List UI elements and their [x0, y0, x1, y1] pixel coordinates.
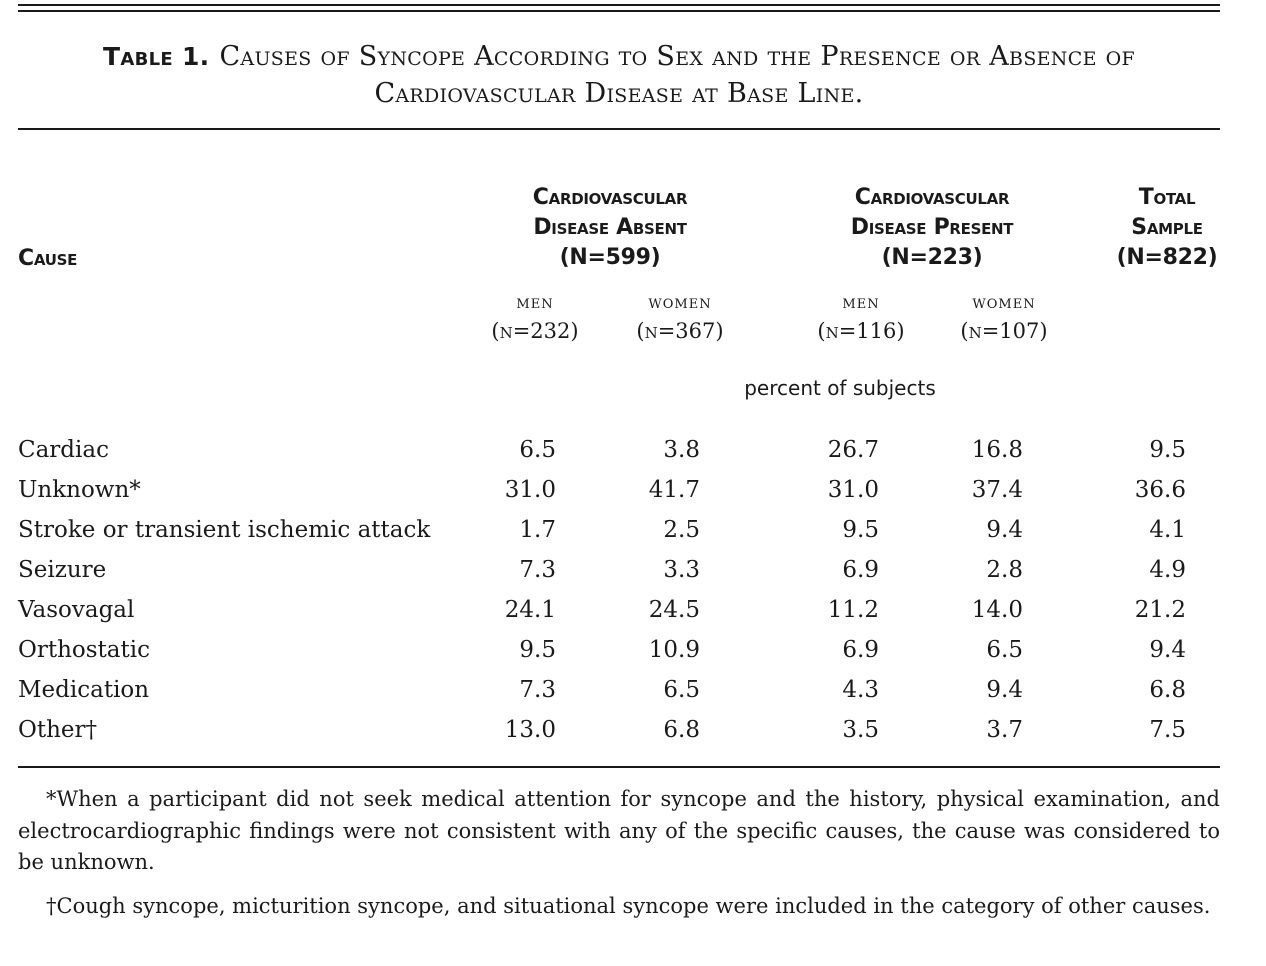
header-total-line1: Total	[1138, 185, 1196, 210]
footnote-other: †Cough syncope, micturition syncope, and situational syncope were included in the category of other causes.	[46, 894, 1211, 918]
value-cell: 31.0	[504, 477, 556, 503]
value-cell: 2.5	[663, 517, 700, 543]
value-cell: 7.3	[519, 677, 556, 703]
cause-cell: Vasovagal	[18, 597, 135, 623]
header-total-line2: Sample	[1131, 215, 1203, 240]
table-row	[18, 590, 1220, 630]
value-cell: 41.7	[648, 477, 700, 503]
value-cell: 2.8	[986, 557, 1023, 583]
table-row	[18, 470, 1220, 510]
value-cell: 37.4	[971, 477, 1023, 503]
cause-cell: Seizure	[18, 557, 107, 583]
value-cell: 7.5	[1149, 717, 1186, 743]
value-cell: 9.5	[1149, 437, 1186, 463]
unit-label: percent of subjects	[744, 376, 936, 400]
header-cvd-absent-n: (N=599)	[559, 245, 661, 270]
value-cell: 13.0	[504, 717, 556, 743]
value-cell: 9.4	[986, 517, 1023, 543]
header-cvd-present-line1: Cardiovascular	[854, 185, 1010, 210]
header-total	[1106, 183, 1228, 273]
value-cell: 21.2	[1134, 597, 1186, 623]
value-cell: 6.8	[663, 717, 700, 743]
table-caption: Causes of Syncope According to Sex and the Presence or Absence of Cardiovascular Disease at Base Line.	[219, 41, 1135, 109]
subheader-present-women: women (n=107)	[960, 292, 1048, 343]
value-cell: 6.5	[986, 637, 1023, 663]
value-cell: 6.5	[663, 677, 700, 703]
subheader-absent-men: men (n=232)	[491, 292, 579, 343]
subheader-present-men: men (n=116)	[817, 292, 905, 343]
value-cell: 4.3	[842, 677, 879, 703]
value-cell: 4.9	[1149, 557, 1186, 583]
value-cell: 16.8	[971, 437, 1023, 463]
table-row	[18, 430, 1220, 470]
title-rule	[18, 128, 1220, 130]
value-cell: 24.5	[648, 597, 700, 623]
table-row	[18, 630, 1220, 670]
header-total-n: (N=822)	[1116, 245, 1218, 270]
value-cell: 7.3	[519, 557, 556, 583]
value-cell: 9.4	[986, 677, 1023, 703]
value-cell: 36.6	[1134, 477, 1186, 503]
header-cvd-present	[782, 183, 1082, 273]
subheader-absent-women: women (n=367)	[636, 292, 724, 343]
value-cell: 6.5	[519, 437, 556, 463]
value-cell: 6.8	[1149, 677, 1186, 703]
table-row	[18, 510, 1220, 550]
footnote-unknown: *When a participant did not seek medical attention for syncope and the history, physical examination, and electrocardiographic findings were not consistent with any of the specific causes, the cause was considered to be unknown.	[18, 787, 1220, 874]
value-cell: 9.5	[519, 637, 556, 663]
table-title	[18, 38, 1220, 112]
value-cell: 1.7	[519, 517, 556, 543]
value-cell: 3.5	[842, 717, 879, 743]
value-cell: 9.5	[842, 517, 879, 543]
value-cell: 6.9	[842, 637, 879, 663]
header-cvd-absent-line1: Cardiovascular	[532, 185, 688, 210]
cause-cell: Stroke or transient ischemic attack	[18, 517, 431, 543]
top-rule-2	[18, 10, 1220, 12]
cause-cell: Medication	[18, 677, 150, 703]
cause-cell: Other†	[18, 717, 98, 743]
value-cell: 9.4	[1149, 637, 1186, 663]
bottom-rule	[18, 766, 1220, 768]
cause-cell: Unknown*	[18, 477, 141, 503]
cause-cell: Orthostatic	[18, 637, 150, 663]
value-cell: 31.0	[827, 477, 879, 503]
value-cell: 24.1	[504, 597, 556, 623]
value-cell: 11.2	[827, 597, 879, 623]
top-rule-1	[18, 4, 1220, 6]
value-cell: 3.3	[663, 557, 700, 583]
table-row	[18, 710, 1220, 750]
value-cell: 14.0	[971, 597, 1023, 623]
value-cell: 3.7	[986, 717, 1023, 743]
value-cell: 6.9	[842, 557, 879, 583]
header-cvd-present-line2: Disease Present	[850, 215, 1014, 240]
value-cell: 26.7	[827, 437, 879, 463]
cause-cell: Cardiac	[18, 437, 109, 463]
value-cell: 4.1	[1149, 517, 1186, 543]
header-cvd-absent-line2: Disease Absent	[533, 215, 687, 240]
value-cell: 10.9	[648, 637, 700, 663]
header-cvd-present-n: (N=223)	[881, 245, 983, 270]
table-row	[18, 670, 1220, 710]
value-cell: 3.8	[663, 437, 700, 463]
header-cause: Cause	[18, 246, 78, 271]
header-cvd-absent	[460, 183, 760, 273]
table-label: Table 1.	[103, 42, 210, 71]
table-row	[18, 550, 1220, 590]
